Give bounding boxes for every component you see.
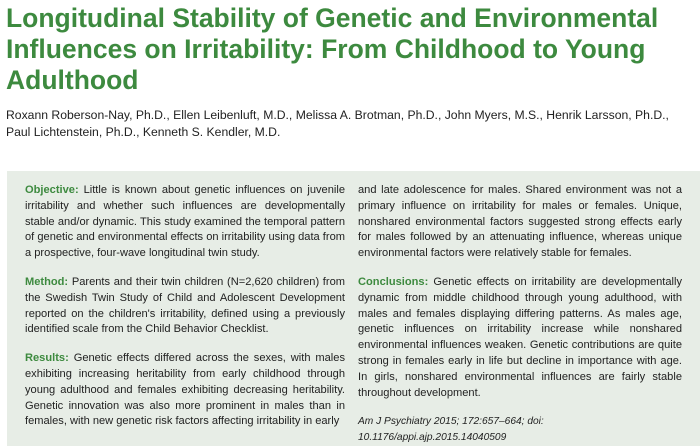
method-heading: Method: — [25, 275, 69, 288]
conclusions-paragraph — [358, 275, 682, 401]
objective-paragraph — [25, 183, 345, 262]
objective-text: Little is known about genetic influences on juvenile irritability and whether such influences are developmentally stable and/or dynamic. This study examined the temporal pattern of genetic and environmental effects on irritability using data from a prospective, four-wave longitudinal twin study. — [25, 184, 345, 260]
abstract-left-column — [25, 183, 345, 443]
method-paragraph — [25, 275, 345, 338]
citation: Am J Psychiatry 2015; 172:657–664; doi: 10.1176/appi.ajp.2015.14040509 — [358, 416, 544, 444]
abstract-right-column — [358, 183, 682, 446]
objective-heading: Objective: — [25, 184, 79, 196]
results-heading: Results: — [25, 352, 69, 365]
abstract-box — [7, 171, 700, 446]
results-text: Genetic effects differed across the sexes, with males exhibiting increasing heritability from early childhood through young adulthood and females exhibiting decreasing heritability. Genetic innovation was also more prominent in males than in females, with new genetic risk factors affecting irritability in early — [25, 352, 345, 428]
conclusions-heading: Conclusions: — [358, 275, 429, 288]
author-list: Roxann Roberson-Nay, Ph.D., Ellen Leibenluft, M.D., Melissa A. Brotman, Ph.D., John Myers, M.S., Henrik Larsson, Ph.D., Paul Lichtenstein, Ph.D., Kenneth S. Kendler, M.D. — [6, 108, 669, 139]
results-continued: and late adolescence for males. Shared environment was not a primary influence on irritability for males or females. Unique, nonshared environmental factors suggested strong effects early for males followed by an attenuating influence, whereas unique environmental factors were relatively stable for females. — [358, 184, 682, 260]
results-paragraph — [25, 351, 345, 430]
article-title: Longitudinal Stability of Genetic and Environmental Influences on Irritability: From Childhood to Young Adulthood — [6, 3, 659, 95]
conclusions-text: Genetic effects on irritability are developmentally dynamic from middle childhood through young adulthood, with males and females displaying differing patterns. As males age, genetic influences on irritability increase while nonshared environmental influences weaken. Genetic contributions are quite strong in females early in life but decline in importance with age. In girls, nonshared environmental influences are fairly stable throughout development. — [358, 275, 682, 399]
method-text: Parents and their twin children (N=2,620 children) from the Swedish Twin Study of Child and Adolescent Development reported on the children's irritability, defined using a previously identified scale from the Child Behavior Checklist. — [25, 275, 345, 336]
